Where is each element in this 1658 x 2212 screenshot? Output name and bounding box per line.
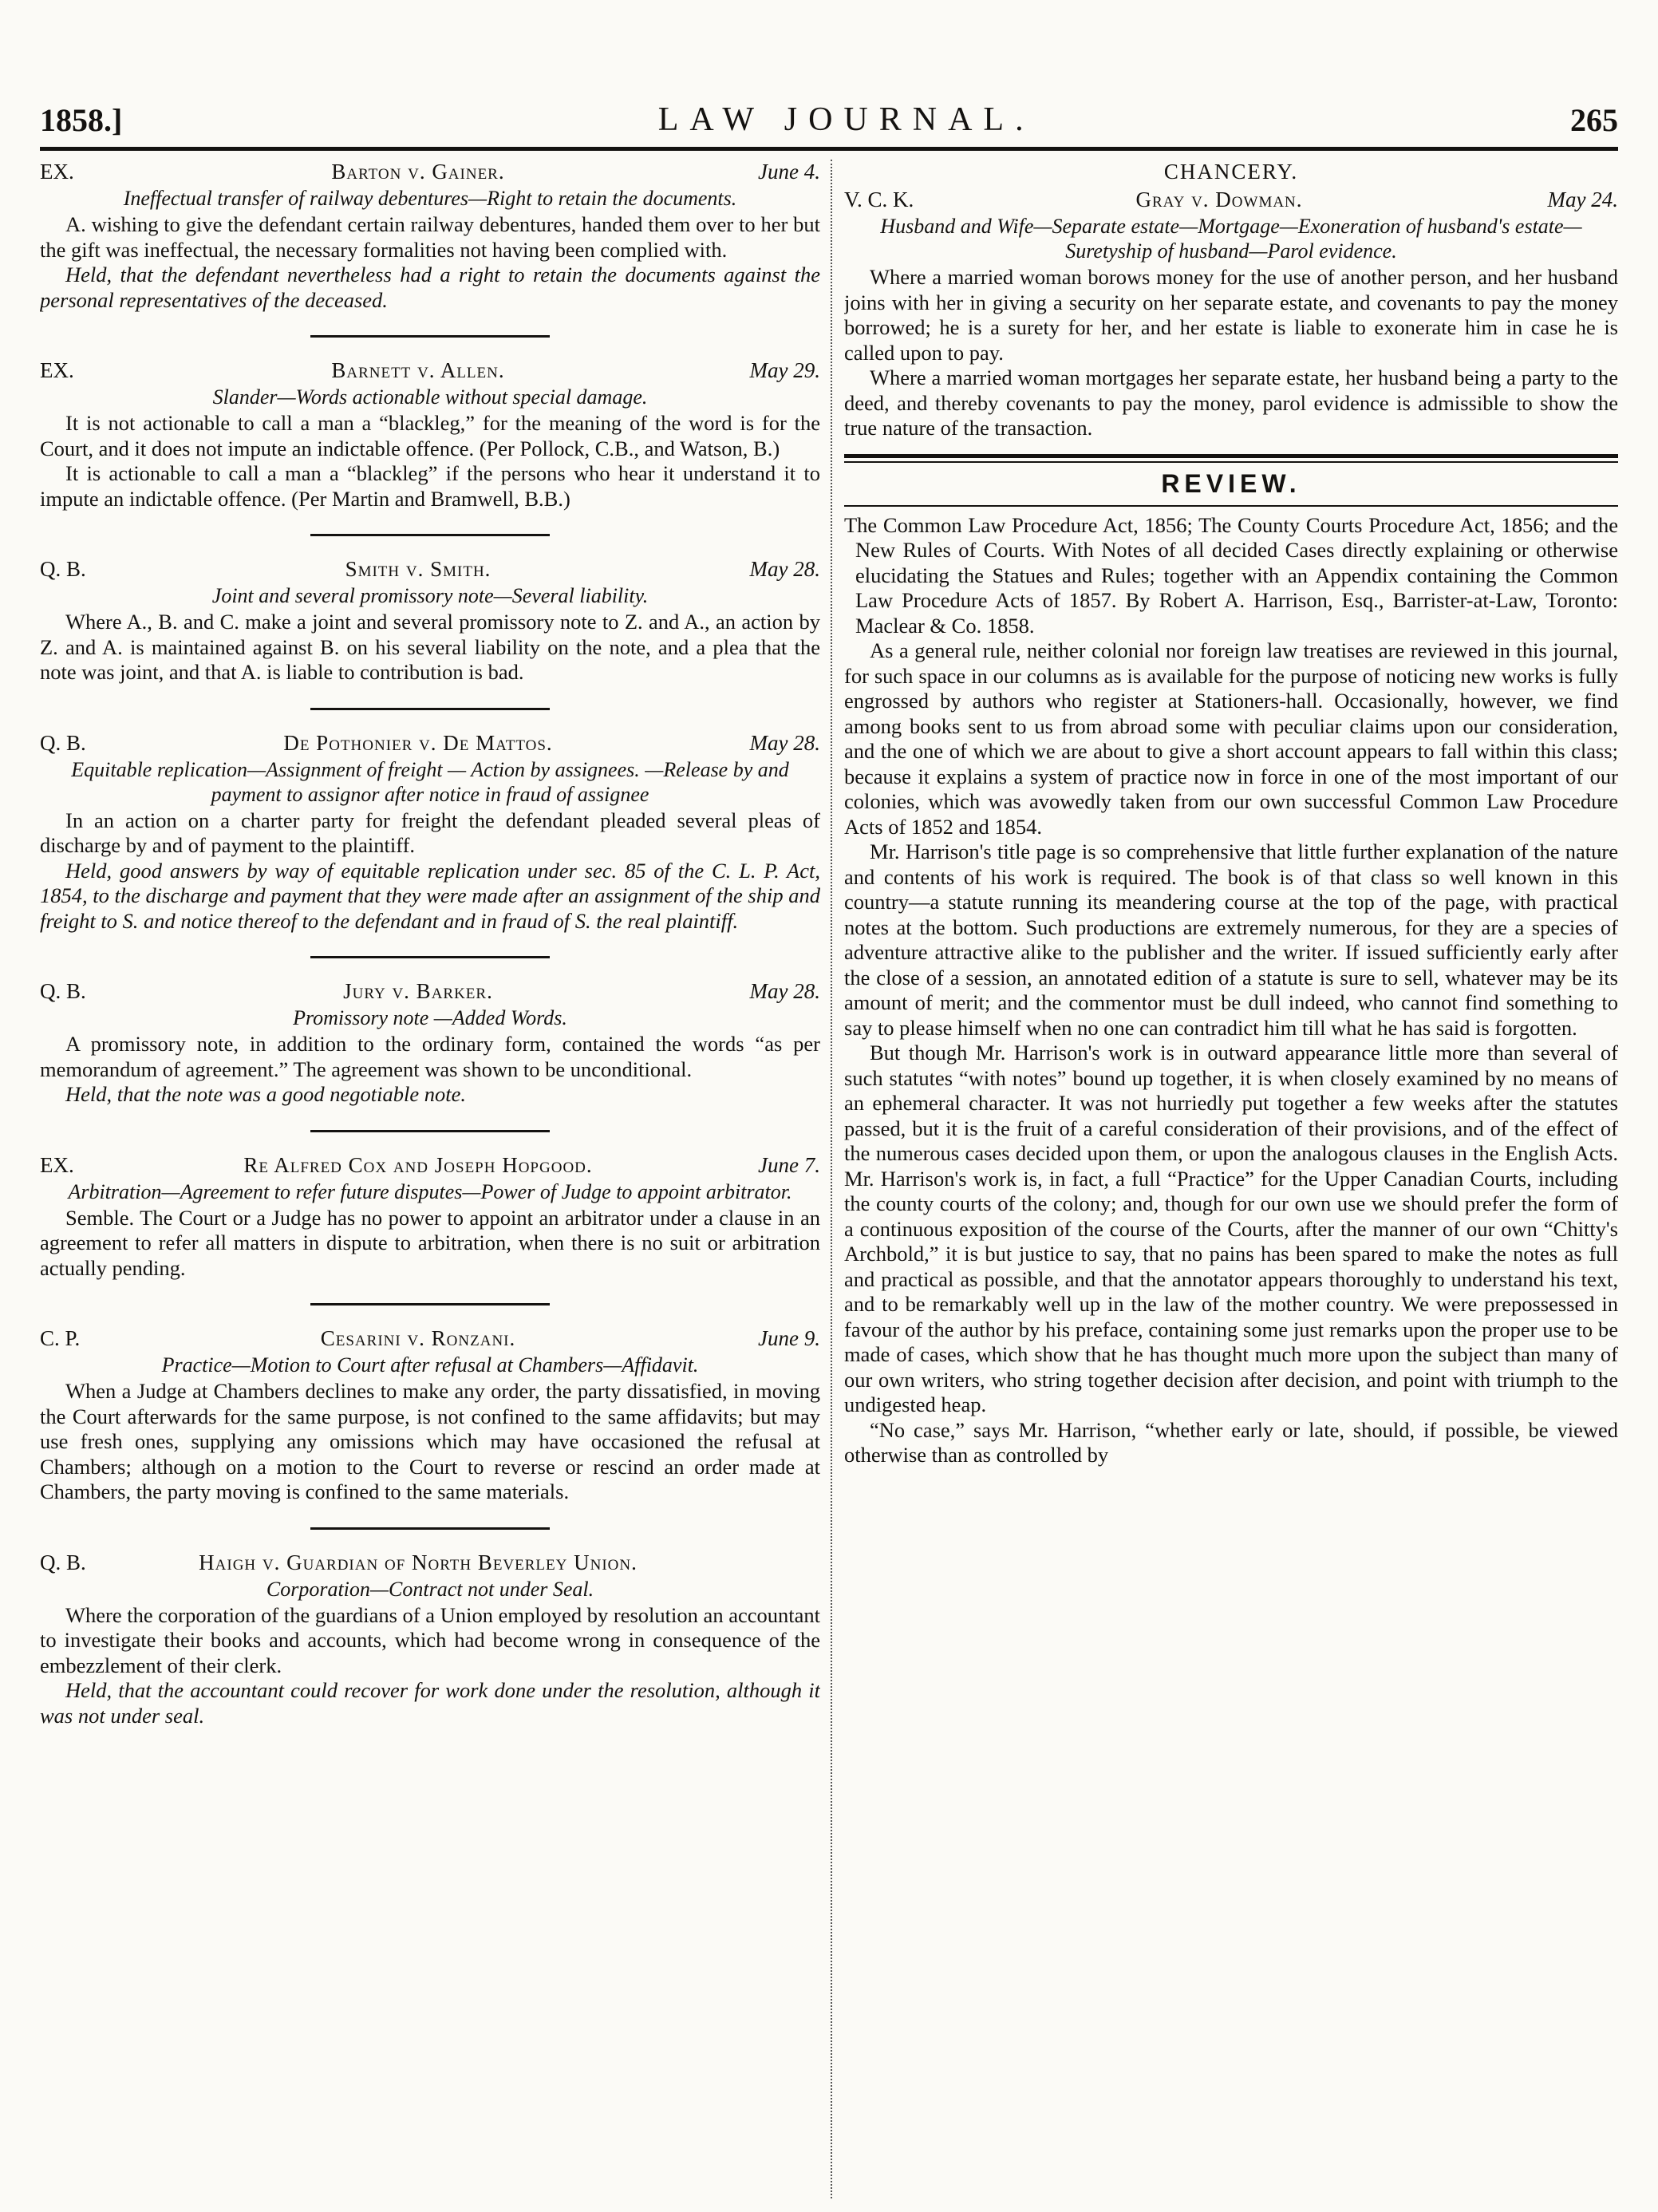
case-date: June 4. <box>758 160 820 184</box>
case-name: Cesarini v. Ronzani. <box>320 1326 516 1350</box>
case-name: De Pothonier v. De Mattos. <box>283 730 553 755</box>
case-court: Q. B. <box>40 557 86 581</box>
case-date: May 28. <box>749 979 820 1003</box>
review-paragraph: But though Mr. Harrison's work is in outward appearance little more than several of such statutes “with notes” bound up together, it is when closely examined by no means of an ephemeral character. It was not hurriedly put together a few weeks after the statutes passed, but it is the fruit of a careful consideration of their provisions, and of the effect of the numerous cases decided upon them, or upon the analogous clauses in the English Acts. Mr. Harrison's work is, in fact, a full “Practice” for the Upper Canadian Courts, including the county courts of the colony; and, though for our own use we should prefer the form of a continuous exposition of the course of the Courts, after the manner of our own “Chitty's Archbold,” it is but justice to say, that no pains has been spared to make the notes as full and practical as possible, and that the annotator appears thoroughly to understand his text, and to be remarkably well up in the law of the mother country. We were prepossessed in favour of the author by his preface, containing some just remarks upon the proper use to be made of cases, which show that he has thought much more upon the subject than many of our own writers, who string together decision after decision, and point with triumph to the undigested heap. <box>844 1041 1618 1416</box>
book-citation: The Common Law Procedure Act, 1856; The County Courts Procedure Act, 1856; and the New Rules of Courts. With Notes of all decided Cases directly explaining or otherwise elucidating the Statues and Rules; together with an Appendix containing the Common Law Procedure Acts of 1857. By Robert A. Harrison, Esq., Barrister-at-Law, Toronto: Maclear & Co. 1858. <box>844 512 1618 638</box>
case-court: EX. <box>40 160 74 184</box>
case-paragraph: Held, that the note was a good negotiable note. <box>65 1082 466 1106</box>
case-paragraph: Where the corporation of the guardians of a Union employed by resolution an accountant to investigate their books and accounts, which had become wrong in consequence of the embezzlement of their clerk. <box>40 1602 820 1677</box>
case-date: June 9. <box>758 1326 820 1350</box>
case-date <box>701 1550 820 1575</box>
case-heading <box>40 358 820 383</box>
case-court: EX. <box>40 1152 74 1177</box>
case-subject: Practice—Motion to Court after refusal at Chambers—Affidavit. <box>161 1353 699 1377</box>
case-heading <box>40 557 820 582</box>
case-separator <box>310 335 550 338</box>
case-subject: Arbitration—Agreement to refer future disputes—Power of Judge to appoint arbitrator. <box>68 1179 792 1203</box>
running-head <box>40 97 1618 142</box>
case-subject: Ineffectual transfer of railway debentures—Right to retain the documents. <box>123 187 737 210</box>
case-paragraph: It is not actionable to call a man a “blackleg,” for the meaning of the word is for the Court, and it does not impute an indictable offence. (Per Pollock, C.B., and Watson, B.) <box>40 411 820 460</box>
review-rule <box>844 454 1618 458</box>
case-date: June 7. <box>758 1152 820 1177</box>
case-subject: Corporation—Contract not under Seal. <box>266 1577 594 1601</box>
case-date: May 28. <box>749 730 820 755</box>
case-paragraph: Where a married woman borows money for the use of another person, and her husband joins with her in giving a security on her separate estate, and covenants to pay the money borrowed; he is a surety for her, and her estate is liable to exonerate him in case he is called upon to pay. <box>844 265 1618 365</box>
chancery-title: CHANCERY. <box>1163 160 1299 184</box>
case-court: Q. B. <box>40 1550 86 1574</box>
case-paragraph: Held, good answers by way of equitable replication under sec. 85 of the C. L. P. Act, 1854, to the discharge and payment that they were made after an assignment of the ship and freight to S. and notice thereof to the defendant and in fraud of S. the real plaintiff. <box>40 858 820 933</box>
header-rule <box>40 147 1618 151</box>
journal-title: LAW JOURNAL. <box>657 101 1035 138</box>
case-name: Gray v. Dowman. <box>1135 188 1303 211</box>
case-separator <box>310 708 550 710</box>
case-court: EX. <box>40 358 74 382</box>
page-number: 265 <box>1569 101 1618 138</box>
header-year: 1858.] <box>40 101 123 138</box>
case-paragraph: A. wishing to give the defendant certain railway debentures, handed them over to her but the gift was ineffectual, the necessary formalities not having been complied with. <box>40 212 820 262</box>
case-heading <box>40 979 820 1004</box>
case-separator <box>310 1527 550 1530</box>
case-paragraph: Held, that the accountant could recover for work done under the resolution, although it was not under seal. <box>40 1678 820 1728</box>
case-name: Barton v. Gainer. <box>331 160 505 184</box>
case-paragraph: It is actionable to call a man a “blackleg” if the persons who hear it understand it to impute an indictable offence. (Per Martin and Bramwell, B.B.) <box>40 461 820 511</box>
case-paragraph: Where A., B. and C. make a joint and several promissory note to Z. and A., an action by Z. and A. is maintained against B. on his several liability on the note, and a plea that the note was joint, and that A. is liable to contribution is bad. <box>40 610 820 684</box>
case-court: C. P. <box>40 1326 81 1350</box>
case-court: Q. B. <box>40 979 86 1003</box>
review-rule <box>844 505 1618 507</box>
case-paragraph: A promissory note, in addition to the ordinary form, contained the words “as per memorandum of agreement.” The agreement was shown to be unconditional. <box>40 1032 820 1081</box>
case-paragraph: Where a married woman mortgages her separate estate, her husband being a party to the deed, and thereby covenants to pay the money, parol evidence is admissible to show the true nature of the transaction. <box>844 365 1618 440</box>
case-subject: Equitable replication—Assignment of freight — Action by assignees. —Release by and payment to assignor after notice in fraud of assignee <box>71 757 789 806</box>
review-paragraph: “No case,” says Mr. Harrison, “whether early or late, should, if possible, be viewed otherwise than as controlled by <box>844 1417 1618 1467</box>
column-divider <box>831 160 832 2198</box>
case-subject: Promissory note —Added Words. <box>293 1006 567 1029</box>
case-paragraph: Semble. The Court or a Judge has no power to appoint an arbitrator under a clause in an agreement to refer all matters in dispute to arbitration, when there is no suit or arbitration actually pending. <box>40 1205 820 1280</box>
case-name: Barnett v. Allen. <box>331 358 505 382</box>
right-column <box>844 158 1618 2201</box>
case-separator <box>310 534 550 536</box>
case-date: May 24. <box>1547 188 1618 211</box>
case-name: Haigh v. Guardian of North Beverley Union. <box>199 1550 638 1574</box>
left-column <box>40 158 820 2201</box>
case-subject: Husband and Wife—Separate estate—Mortgage—Exoneration of husband's estate—Suretyship of husband—Parol evidence. <box>880 215 1582 263</box>
case-date: May 28. <box>749 557 820 581</box>
case-heading <box>40 1550 820 1575</box>
case-heading <box>40 1153 820 1178</box>
case-date: May 29. <box>749 358 820 382</box>
case-heading <box>844 188 1618 212</box>
case-heading <box>40 160 820 184</box>
case-court: Q. B. <box>40 730 86 755</box>
case-paragraph: In an action on a charter party for freight the defendant pleaded several pleas of discharge by and of payment to the plaintiff. <box>40 808 820 857</box>
case-heading <box>40 1326 820 1351</box>
case-separator <box>310 1130 550 1132</box>
case-subject: Joint and several promissory note—Several liability. <box>211 584 649 607</box>
case-paragraph: Held, that the defendant nevertheless had a right to retain the documents against the personal representatives of the deceased. <box>40 263 820 312</box>
case-paragraph: When a Judge at Chambers declines to make any order, the party dissatisfied, in moving the Court afterwards for the same purpose, is not confined to the same affidavits; but may use fresh ones, supplying any omissions which may have occasioned the refusal at Chambers; although on a motion to the Court to reverse or rescind an order made at Chambers, the party moving is confined to the same materials. <box>40 1379 820 1503</box>
case-court: V. C. K. <box>844 188 914 211</box>
review-rule <box>844 461 1618 463</box>
case-subject: Slander—Words actionable without special damage. <box>212 385 648 409</box>
review-paragraph: As a general rule, neither colonial nor foreign law treatises are reviewed in this journal, for such space in our columns as is available for the purpose of noticing new works is fully engrossed by authors who register at Stationers-hall. Occasionally, however, we find among books sent to us from abroad some with peculiar claims upon our consideration, and the one of which we are about to give a short account appears to fall within this class; because it explains a system of practice now in force in one of the most important of our colonies, which was avowedly taken from our own successful Common Law Procedure Acts of 1852 and 1854. <box>844 638 1618 839</box>
case-name: Jury v. Barker. <box>343 979 493 1003</box>
case-separator <box>310 1303 550 1305</box>
case-separator <box>310 956 550 958</box>
case-heading <box>40 731 820 756</box>
review-title: REVIEW. <box>1161 468 1301 498</box>
review-paragraph: Mr. Harrison's title page is so comprehensive that little further explanation of the nature and contents of his work is required. The book is of that class so well known in this country—a statute running its meandering course at the top of the page, with practical notes at the bottom. Such productions are extremely numerous, for they are a species of adventure attractive alike to the publisher and the writer. If issued sufficiently early after the close of a session, an annotated edition of a statute is sure to sell, whatever may be its amount of merit; and the commentor must be dull indeed, who cannot find something to say to please himself when no one can contradict him till what he has said is forgotten. <box>844 839 1618 1040</box>
case-name: Smith v. Smith. <box>345 557 491 581</box>
case-name: Re Alfred Cox and Joseph Hopgood. <box>243 1152 593 1177</box>
